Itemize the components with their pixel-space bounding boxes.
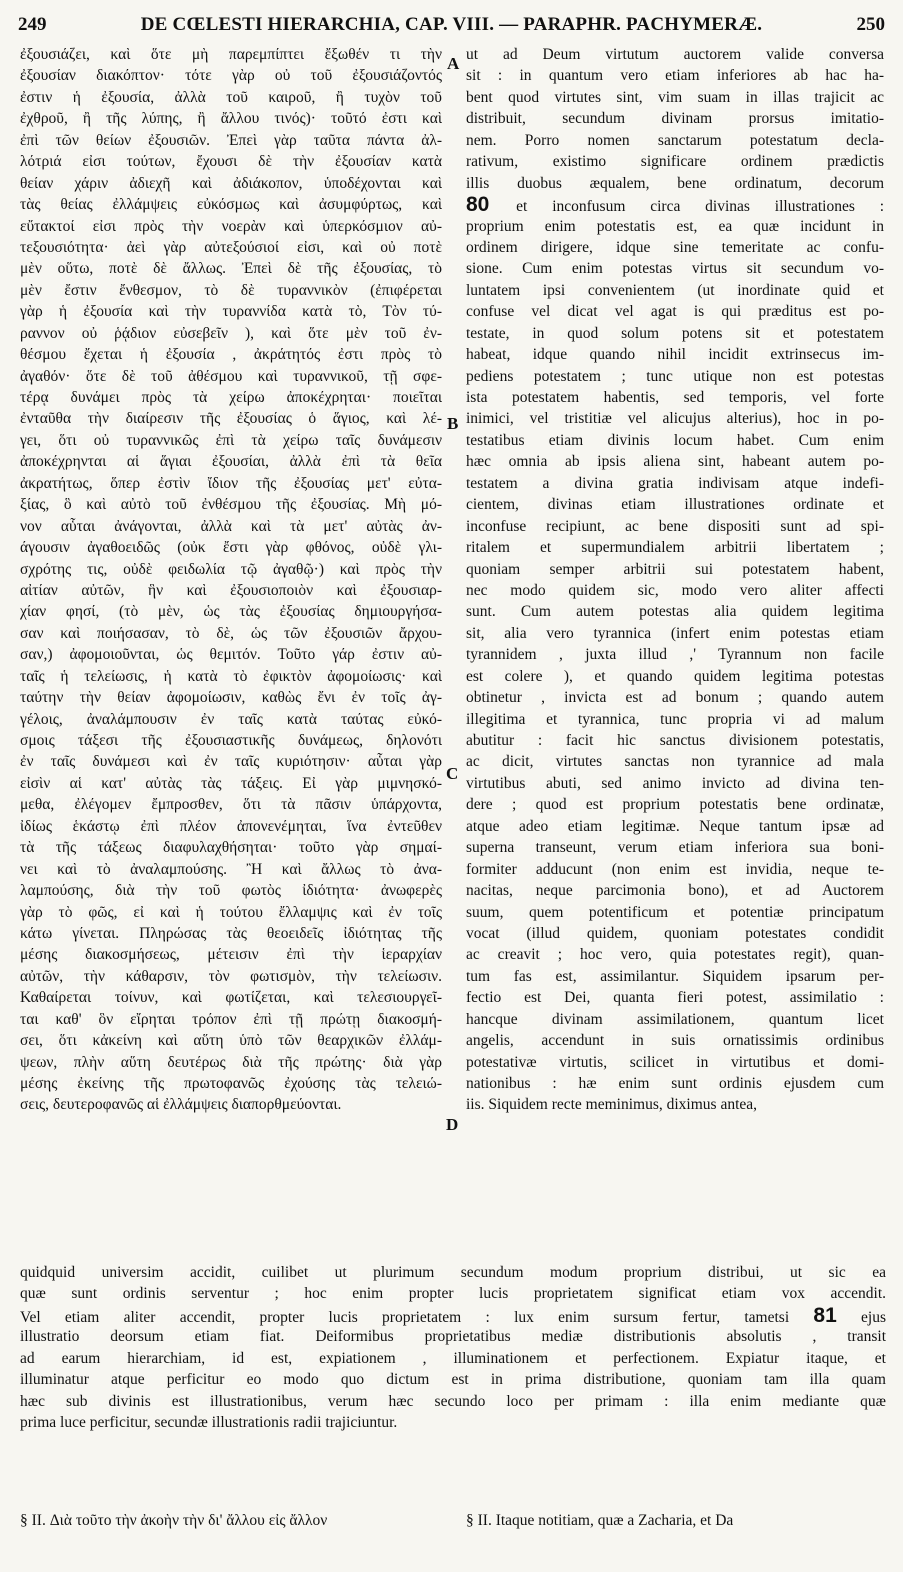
latin-line: atque adeo etiam legitimæ. Neque tantum ipsæ ad [466, 817, 884, 835]
greek-line: σαν καὶ ποιήσασαν, τὸ δὲ, ὡς τῶν ἐξουσιῶν ἄρχου- [20, 624, 442, 642]
latin-line: nem. Porro nomen sanctarum potestatum decla- [466, 131, 884, 149]
latin-line: dere ; quod est proprium potestatis bene ordinatæ, [466, 796, 884, 814]
greek-line: ἀγαθόν· ὅτε δὲ τοῦ ἀθέσμου καὶ τυραννικοῦ, τῇ σφε- [20, 367, 442, 385]
greek-column [20, 44, 442, 1116]
greek-line: ἀποκέχρηνται αἱ ἅγιαι ἐξουσίαι, ἀλλὰ ἐπὶ τὰ θεῖα [20, 453, 442, 471]
latin-line: tyrannidem , juxta illud ,' Tyrannum non facile [466, 646, 884, 664]
greek-line: ἐχθροῦ, ἢ τῆς λύπης, ἢ ἄλλου τινός)· τοῦτό ἐστι καὶ [20, 110, 442, 128]
latin-line: testatibus etiam divinis locum habet. Cum enim [466, 431, 884, 449]
greek-line: ἐξουσιάζει, καὶ ὅτε μὴ παρεμπίπτει ἔξωθέν τι τὴν [20, 46, 442, 63]
latin-line: sione. Cum enim potestas virtus sit secundum vo- [466, 260, 884, 278]
latin-line: nationibus : hæ enim sunt ordinis ejusdem cum [466, 1075, 884, 1092]
margin-letter-a: A [447, 54, 460, 73]
greek-line: χίαν φησί, (τὸ μὲν, ὡς τὰς ἐξουσίας δημιουργήσα- [20, 603, 442, 621]
greek-line: ταῖς ἡ τελείωσις, ἡ κατὰ τὸ ἐφικτὸν ἀφομοίωσις· καὶ [20, 667, 442, 685]
latin-line: sunt. Cum autem potestas alia quidem legitima [466, 603, 884, 621]
greek-line: εὔτακτοί εἰσι πρὸς τὴν νοερὰν καὶ ὑπερκόσμιον αὐ- [20, 217, 442, 235]
bottom-line: ad earum hierarchiam, id est, expiationem , illuminationem et perfectionem. Expiatur itaque, et [20, 1349, 886, 1367]
greek-line: κάτω γίνεται. Πληρώσας τὰς θεοειδεῖς ἰδιότητας τῆς [20, 924, 442, 942]
latin-line: fectio est Dei, quanta fieri potest, assimilatio : [466, 989, 884, 1007]
latin-line: formiter adducunt (non enim est invidia, neque te- [466, 860, 884, 878]
latin-line: testatem a divina gratia indivisam atque indefi- [466, 474, 884, 492]
greek-line: λότριά εἰσι τούτων, ἔχουσι δὲ τὴν ἐξουσίαν κατὰ [20, 153, 442, 171]
latin-line: ac dicit, virtutes sanctas non tyrannice ad mala [466, 753, 884, 771]
greek-line: ραννον οὐ ῥᾴδιον εὐσεβεῖν ), καὶ ὅτε μὲν τοῦ ἐν- [20, 324, 442, 342]
latin-line: sit : in quantum vero etiam inferiores ab hac ha- [466, 67, 884, 85]
bottom-line: hæc sub divinis est illustrationibus, verum hæc secundo loco per primam : illa enim mediante quæ [20, 1392, 886, 1410]
greek-line: γει, ὅτι οὐ τυραννικῶς ἐπὶ τὰ χείρω ταῖς δυνάμεσιν [20, 431, 442, 449]
greek-line: νον αὗται ἀνάγονται, ἀλλὰ καὶ τὰ μετ' αὐτὰς ἀν- [20, 517, 442, 535]
latin-line: ista potestatem habentis, sed temporis, vel forte [466, 389, 884, 406]
latin-line: illegitima et tyrannica, tunc propria vi ad malum [466, 710, 884, 728]
greek-line: σεις, δευτεροφανῶς αἱ ἐλλάμψεις διαπορθμεύονται. [20, 1096, 342, 1114]
greek-line: μέσης ἐκείνης τῆς πρωτοφανῶς ἐχούσης τὰς τελειώ- [20, 1075, 442, 1092]
greek-line: ἐνταῦθα τὴν διαίρεσιν τῆς ἐξουσίας ὁ ἅγιος, καὶ λέ- [20, 410, 442, 428]
greek-line: ἐστιν ἡ ἐξουσία, ἀλλὰ τοῦ καιροῦ, ἢ τυχὸν τοῦ [20, 88, 442, 106]
latin-line: rativum, existimo significare ordinem prædictis [466, 153, 884, 171]
bottom-line: illuminatur atque perficitur eo modo quo dictum est in prima distributione, quoniam tam illa quam [20, 1371, 886, 1389]
greek-line: ξίας, ὃ καὶ αὐτὸ τοῦ ἐνθέσμου τῆς ἐξουσίας. Μὴ μό- [20, 496, 442, 514]
bottom-line: Vel etiam aliter accendit, propter lucis proprietatem : lux enim sursum fertur, tametsi 81 ejus [20, 1303, 886, 1327]
latin-line: confuse vel dicat vel agat is qui præditus est po- [466, 303, 884, 321]
greek-line: αὐτῶν, τὴν κάθαρσιν, τὸν φωτισμὸν, τὴν τελείωσιν. [20, 967, 442, 985]
greek-line: ται καθ' ὃν εἴρηται τρόπον ἐπὶ τῇ πρώτῃ διακοσμή- [20, 1010, 442, 1028]
greek-line: ἐπὶ τῶν θείων ἐξουσιῶν. Ἐπεὶ γὰρ ταῦτα πάντα ἀλ- [20, 131, 442, 149]
margin-number-80: 80 [466, 193, 517, 217]
greek-line: τεξουσιότητα· ἀεὶ γὰρ αὐτεξούσιοί εἰσι, καὶ οὐ ποτὲ [20, 238, 442, 256]
latin-line: obtinetur , invicta est ad bonum ; quando autem [466, 689, 884, 707]
latin-line: testate, in quod solum potens sit et potestatem [466, 324, 884, 342]
latin-line: nec modo quidem sic, modo vero aliter affecti [466, 581, 884, 599]
running-header [18, 14, 885, 38]
margin-letter-d: D [446, 1115, 459, 1134]
latin-line: suum, quem potentificum et potentiæ principatum [466, 903, 884, 921]
greek-line: Καθαίρεται τοίνυν, καὶ φωτίζεται, καὶ τελεσιουργεῖ- [20, 989, 442, 1007]
greek-line: θείαν χάριν ἀδιεχῆ καὶ ἀδιάκοπον, ὑποδέχονται καὶ [20, 174, 442, 192]
page-number-right: 250 [856, 14, 885, 35]
greek-line: μὲν οὕτω, ποτὲ δὲ ἄλλως. Ἐπεὶ δὲ τῆς ἐξουσίας, τὸ [20, 260, 442, 278]
latin-line: vocat (illud quidem, quoniam potestates condidit [466, 924, 884, 942]
greek-line: σμοις τάξεσι τῆς ἐξουσιαστικῆς δυνάμεως, δηλονότι [20, 732, 442, 749]
running-title: DE CŒLESTI HIERARCHIA, CAP. VIII. — PARAPHR. PACHYMERÆ. [140, 14, 763, 35]
greek-line: θέσμου ἔχεται ἡ ἐξουσία , ἀκράτητός ἐστι πρὸς τὸ [20, 346, 442, 364]
latin-line: distribuit, secundum divinam prorsus imitatio- [466, 110, 884, 128]
greek-line: αἰτίαν αὐτῶν, ἣν καὶ ἐξουσιοποιὸν καὶ ἐξουσιαρ- [20, 581, 442, 599]
margin-letter-c: C [446, 764, 459, 783]
greek-line: ἀκρατήτως, ὅπερ ἐστὶν ἴδιον τῆς ἐξουσίας μετ' εὐτα- [20, 474, 442, 492]
latin-line: potestativæ virtutis, scilicet in virtutibus et domi- [466, 1053, 884, 1071]
latin-line: nacitas, neque parcimonia bono), et ad Auctorem [466, 882, 884, 900]
greek-line: άγουσιν ἀγαθοειδῶς (οὐκ ἔστι γὰρ φθόνος, οὐδὲ γλι- [20, 539, 442, 557]
latin-line: ac creavit ; hoc vero, quia potestates regit), quan- [466, 946, 884, 964]
latin-line: habeat, idque quando nihil incidit extrinsecus im- [466, 346, 884, 364]
greek-line: σει, ὅτι κἀκείνη καὶ αὕτη ὑπὸ τῶν θεαρχικῶν ἐλλάμ- [20, 1032, 442, 1050]
greek-line: ἐν ταῖς δυνάμεσι καὶ ἐν ταῖς κυριότησιν· αὗται γὰρ [20, 753, 442, 771]
latin-line: angelis, accendunt in suis ornatissimis ordinibus [466, 1032, 884, 1050]
latin-line: bent quod virtutes sint, vim suam in illas trajicit ac [466, 88, 884, 106]
latin-line: tum fas est, assimilantur. Siquidem ipsarum per- [466, 967, 884, 985]
greek-line: γέλοις, ἀναλάμπουσιν ἐν ταῖς κατὰ ταύτας εὐκό- [20, 710, 442, 728]
footer-greek: § II. Διὰ τοῦτο τὴν ἀκοὴν τὴν δι' ἄλλου εἰς ἄλλον [20, 1512, 328, 1529]
greek-line: γὰρ ἡ ἐξουσία καὶ τὴν τυραννίδα κατὰ τὸ, Τὸν τύ- [20, 303, 442, 321]
greek-line: σχρότης τις, οὐδὲ φειδωλία τῷ ἀγαθῷ·) καὶ πρὸς τὴν [20, 560, 442, 578]
latin-line: inconfuse recipiunt, ac bene dispositi sunt ad spi- [466, 517, 884, 535]
latin-line: virtutibus abuti, sed animo invicto ad divina ten- [466, 774, 884, 792]
greek-line: ἰδίως ἑκάστῳ ἐπὶ πλέον ἀπονενέμηται, ἵνα ἐντεῦθεν [20, 817, 442, 835]
greek-line: ἐξουσίαν διακόπτον· τότε γὰρ οὐ τοῦ ἐξουσιάζοντός [20, 67, 442, 85]
latin-line: hancque divinam assimilationem, quantum licet [466, 1010, 884, 1028]
bottom-line: quidquid universim accidit, cuilibet ut plurimum secundum modum proprium distribui, ut sic ea [20, 1264, 886, 1281]
margin-number-81: 81 [813, 1303, 837, 1327]
footer-latin: § II. Itaque notitiam, quæ a Zacharia, et Da [466, 1512, 734, 1529]
bottom-line: prima luce perficitur, secundæ illustrationis radii trajiciuntur. [20, 1414, 398, 1432]
greek-line: εἰσὶν αἱ κατ' αὐτὰς τὰς τάξεις. Εἰ γὰρ μιμνησκό- [20, 774, 442, 792]
latin-line: abutitur : facit hic sanctus divisionem potestatis, [466, 732, 884, 749]
latin-line: est colere ), et quando quidem legitima potestas [466, 667, 884, 685]
latin-line: ordinem dirigere, idque sine temeritate ac confu- [466, 238, 884, 256]
latin-line: ut ad Deum virtutum auctorem valide conversa [466, 46, 884, 63]
latin-line: proprium enim potestatis est, ea quæ incidunt in [466, 217, 884, 235]
greek-line: ψεων, πλὴν αὕτη δευτέρως διὰ τῆς πρώτης· διὰ γὰρ [20, 1053, 442, 1071]
bottom-line: quæ sunt ordinis serventur ; hoc enim propter lucis proprietatem significat etiam vox accendit. [20, 1285, 886, 1303]
latin-line: inimici, vel tristitiæ vel alicujus alterius), hoc in po- [466, 410, 884, 428]
latin-column [466, 44, 884, 1116]
latin-line: quoniam semper arbitrii sui potestatem habent, [466, 560, 884, 578]
latin-line: superna transeunt, verum etiam inferiora sua boni- [466, 839, 884, 857]
greek-line: μέσης διακοσμήσεως, μέτεισιν ἐπὶ τὴν ἱεραρχίαν [20, 946, 442, 964]
greek-line: γὰρ τὸ φῶς, εἰ καὶ ἡ τούτου ἔλλαμψις καὶ ἐν τοῖς [20, 903, 442, 921]
greek-line: σαν,) ἀφομοιοῦνται, ὡς θεμιτόν. Τοῦτο γάρ ἐστιν αὐ- [20, 646, 442, 664]
greek-line: μὲν ἔστιν ἔνθεσμον, τὸ δὲ τυραννικὸν (ἐπιφέρεται [20, 281, 442, 299]
full-width-latin-text [20, 1262, 886, 1434]
greek-line: ταύτην τὴν θείαν ἀφομοίωσιν, καθὼς ἔνι ἐν τοῖς ἀγ- [20, 689, 442, 707]
latin-line: cientem, divinas etiam illustrationes ordinate et [466, 496, 884, 514]
greek-line: τὰ τῆς τάξεως διαφυλαχθήσηται· τοῦτο γὰρ σημαί- [20, 839, 442, 857]
bottom-line: illustratio deorsum etiam fiat. Deiformibus proprietatibus mediæ distributionis absolutis , transit [20, 1328, 886, 1346]
latin-line: luntatem ipsi convenientem (ut inordinate quid et [466, 281, 884, 299]
latin-line: iis. Siquidem recte meminimus, diximus antea, [466, 1096, 758, 1114]
latin-line: sit, alia vero tyrannica (infert enim potestas etiam [466, 624, 884, 642]
latin-line: pediens potestatem ; tunc utique non est potestas [466, 367, 884, 385]
latin-line: illis duobus æqualem, bene ordinatum, decorum [466, 174, 884, 192]
latin-line: hæc omnia ab ipsis aliena sint, habeant autem po- [466, 453, 884, 471]
greek-line: τὰς θείας ἐλλάμψεις εὐκόσμως καὶ ἀσυμφύρτως, καὶ [20, 196, 442, 214]
latin-line: 80 et inconfusum circa divinas illustrationes : [466, 193, 884, 217]
greek-line: νει καὶ τὸ ἀναλαμπούσης. Ἢ καὶ ἄλλως τὸ ἀνα- [20, 860, 442, 878]
greek-line: τέρᾳ δυνάμει πρὸς τὰ χείρω ἀποκέχρηται· ποιεῖται [20, 389, 442, 406]
margin-letter-b: B [447, 414, 459, 433]
greek-line: λαμπούσης, διὰ τὴν τοῦ φωτὸς ἰδιότητα· ἀνωφερὲς [20, 882, 442, 900]
page-number-left: 249 [18, 14, 47, 35]
greek-line: μεθα, ἐλέγομεν ἔμπροσθεν, ὅτι τὰ πᾶσιν ὑπάρχοντα, [20, 796, 442, 814]
latin-line: ritalem et supermundialem arbitrii libertatem ; [466, 539, 884, 557]
